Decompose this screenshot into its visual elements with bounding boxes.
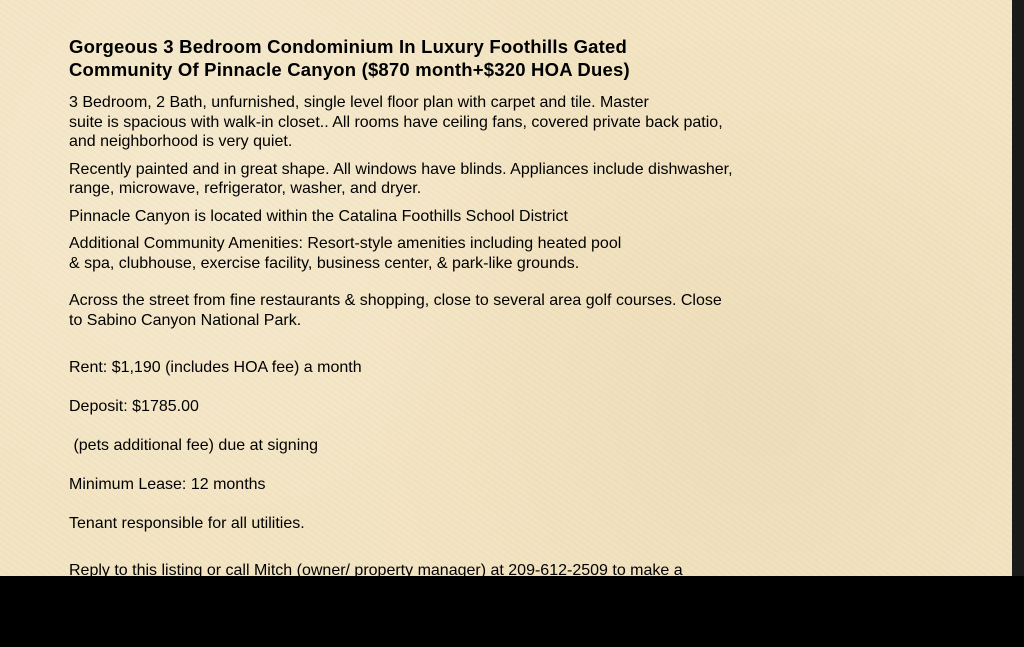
condition-paragraph: Recently painted and in great shape. All windows have blinds. Appliances include dishwasher, range, microwave, refrigerator, washer, and dryer. <box>69 160 733 197</box>
title-line-2: Community Of Pinnacle Canyon ($870 month+$320 HOA Dues) <box>69 59 630 80</box>
rent-line: Rent: $1,190 (includes HOA fee) a month <box>69 358 362 376</box>
deposit-line: Deposit: $1785.00 <box>69 397 199 415</box>
minimum-lease-line: Minimum Lease: 12 months <box>69 475 266 493</box>
lease-terms <box>69 338 969 553</box>
utilities-line: Tenant responsible for all utilities. <box>69 514 305 532</box>
features-paragraph: 3 Bedroom, 2 Bath, unfurnished, single level floor plan with carpet and tile. Master suite is spacious with walk-in closet.. All rooms have ceiling fans, covered private back patio, and neighborhood is very quiet. <box>69 94 723 150</box>
amenities-paragraph: Additional Community Amenities: Resort-style amenities including heated pool & spa, clubhouse, exercise facility, business center, & park-like grounds. <box>69 235 622 272</box>
pets-fee-line: (pets additional fee) due at signing <box>69 436 319 454</box>
contact-paragraph: Reply to this listing or call Mitch (owner/ property manager) at 209-612-2509 to make a viewing appointment (7 days a week) or email RM_Tucson_Rental@yahoo.com. Each adult applicant will be screened for credit and rent history. Each applicant must provide a valid ID (license or identification card). <box>69 561 723 637</box>
listing-title <box>69 35 969 81</box>
title-line-1: Gorgeous 3 Bedroom Condominium In Luxury Foothills Gated <box>69 36 627 57</box>
location-paragraph: Across the street from fine restaurants & shopping, close to several area golf courses. Close to Sabino Canyon National Park. <box>69 292 722 329</box>
school-district-paragraph: Pinnacle Canyon is located within the Catalina Foothills School District <box>69 207 568 225</box>
listing-content <box>69 35 969 647</box>
right-edge-border <box>1012 0 1024 576</box>
